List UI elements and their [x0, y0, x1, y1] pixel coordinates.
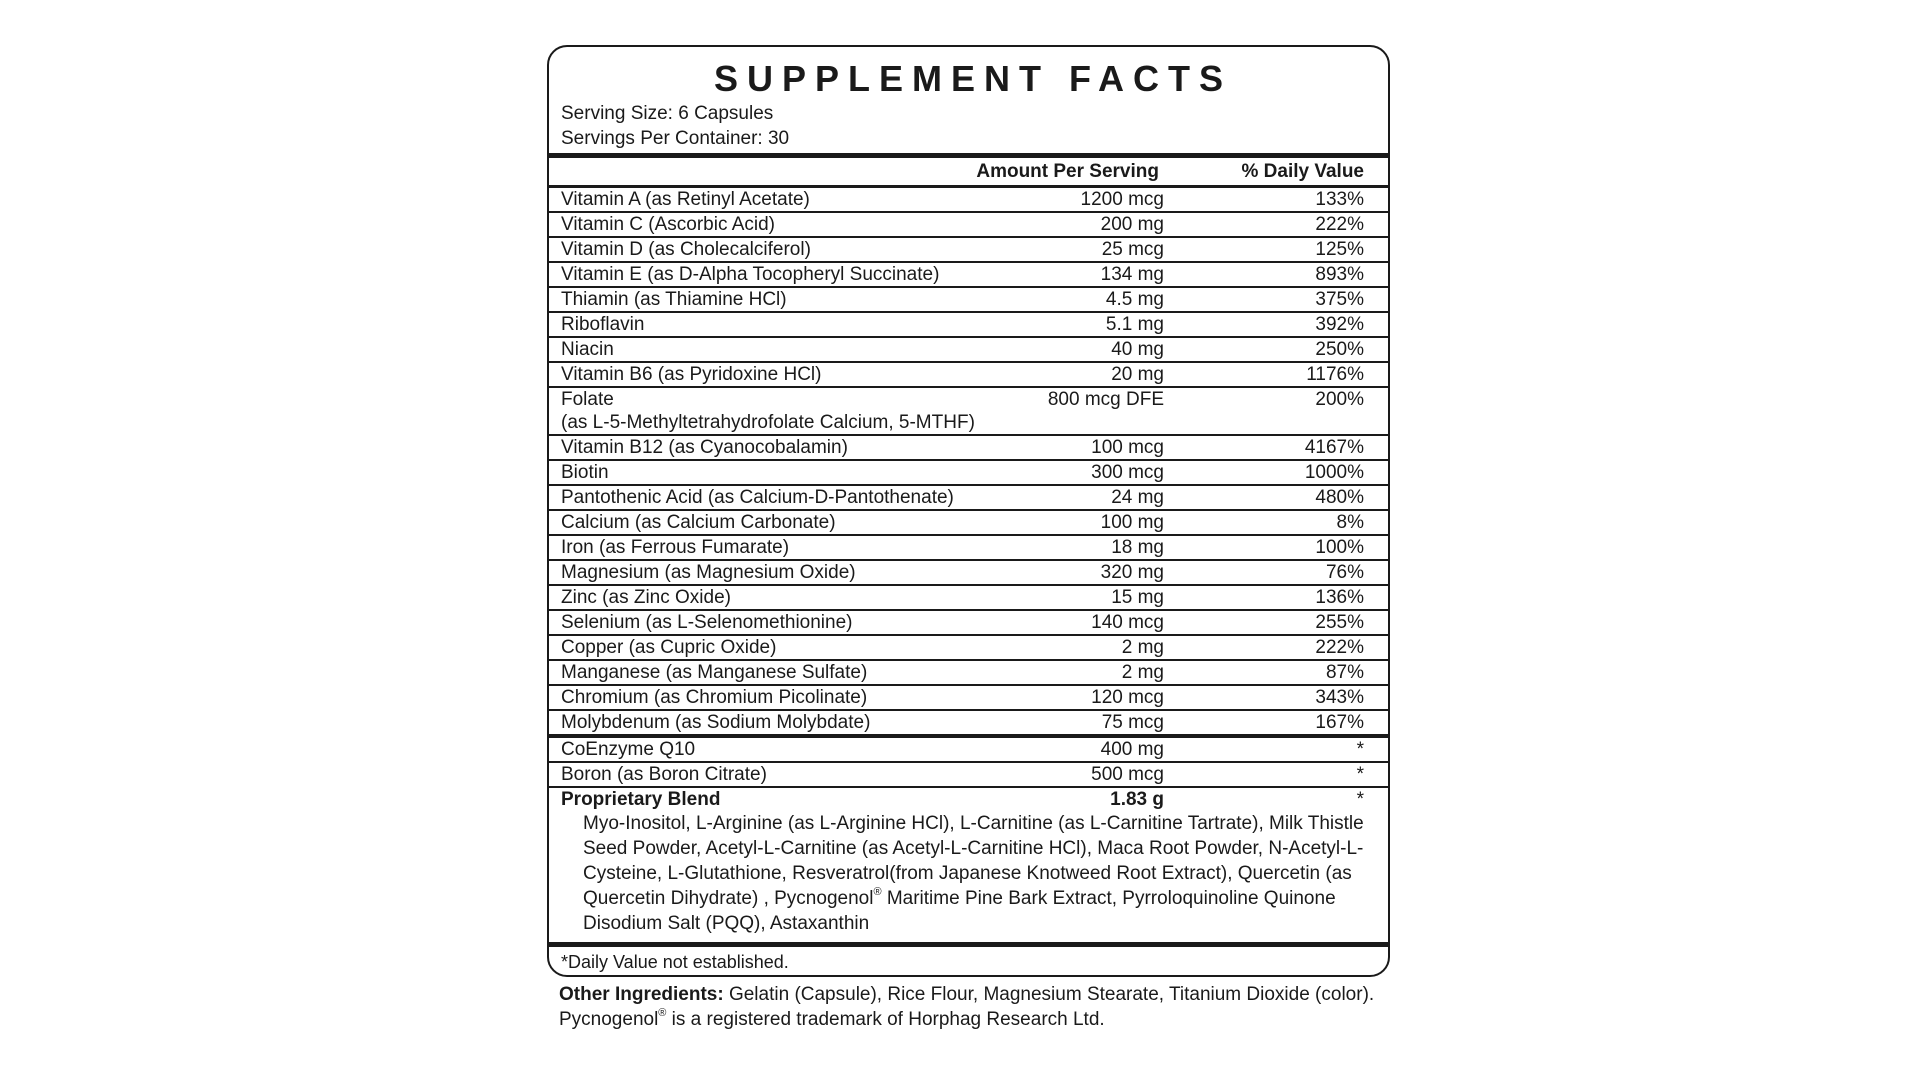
- nutrient-name: [549, 711, 1019, 734]
- nutrient-row: [549, 661, 1388, 686]
- blend-name: Proprietary Blend: [561, 789, 721, 810]
- nutrient-daily-value: 167%: [1315, 712, 1364, 733]
- nutrient-amount: 18 mg: [1111, 537, 1164, 558]
- nutrient-daily-value: 222%: [1315, 637, 1364, 658]
- nutrient-daily-value: 480%: [1315, 487, 1364, 508]
- blend-desc-part1: Myo-Inositol, L-Arginine (as L-Arginine HCl), L-Carnitine (as L-Carnitine Tartrate), Milk Thistle Seed Powder, Acetyl-L-Carnitine (as Acetyl-L-Carnitine HCl), Maca Root Powder, N-Acetyl-L-Cysteine, L-Glutathione, Resveratrol(from Japanese Knotweed Root Extract), Quercetin (as Quercetin Dihydrate) , Pycnogenol: [583, 813, 1364, 909]
- nutrient-name: [549, 363, 1019, 386]
- nutrient-amount: 100 mg: [1100, 512, 1164, 533]
- nutrient-daily-value: 133%: [1315, 189, 1364, 210]
- nutrient-name: [549, 586, 1019, 609]
- nutrient-name-main: Copper (as Cupric Oxide): [561, 637, 777, 658]
- nutrient-list: [549, 188, 1388, 734]
- nutrient-amount: 75 mcg: [1101, 712, 1164, 733]
- nutrient-daily-value: 8%: [1336, 512, 1364, 533]
- nutrient-name-main: Vitamin E (as D-Alpha Tocopheryl Succinate): [561, 264, 940, 285]
- nutrient-amount: 140 mcg: [1091, 612, 1164, 633]
- nutrient-daily-value: 222%: [1315, 214, 1364, 235]
- nutrient-row: [549, 363, 1388, 388]
- nutrient-row: [549, 536, 1388, 561]
- nutrient-amount: 300 mcg: [1091, 462, 1164, 483]
- nutrient-amount: 200 mg: [1100, 214, 1164, 235]
- nutrient-amount: 2 mg: [1121, 662, 1164, 683]
- nutrient-name: [549, 213, 1019, 236]
- blend-dv: *: [1356, 789, 1364, 810]
- nutrient-name: [549, 486, 1019, 509]
- nutrient-row: [549, 461, 1388, 486]
- nutrient-row: [549, 686, 1388, 711]
- nutrient-name-main: Molybdenum (as Sodium Molybdate): [561, 712, 871, 733]
- nutrient-daily-value: 392%: [1315, 314, 1364, 335]
- nutrient-name-main: Zinc (as Zinc Oxide): [561, 587, 731, 608]
- blend-description: [549, 811, 1388, 940]
- other-list: [549, 738, 1388, 788]
- nutrient-daily-value: 100%: [1315, 537, 1364, 558]
- nutrient-amount: 400 mg: [1100, 739, 1164, 760]
- nutrient-name-main: Vitamin D (as Cholecalciferol): [561, 239, 811, 260]
- nutrient-row: [549, 738, 1388, 763]
- nutrient-row: [549, 561, 1388, 586]
- nutrient-name-main: Magnesium (as Magnesium Oxide): [561, 562, 856, 583]
- nutrient-row: [549, 188, 1388, 213]
- supplement-facts-panel: [547, 45, 1390, 977]
- nutrient-amount: 40 mg: [1111, 339, 1164, 360]
- nutrient-name-main: Vitamin A (as Retinyl Acetate): [561, 189, 810, 210]
- nutrient-name-main: Selenium (as L-Selenomethionine): [561, 612, 853, 633]
- nutrient-name: [549, 238, 1019, 261]
- nutrient-amount: 500 mcg: [1091, 764, 1164, 785]
- nutrient-daily-value: *: [1356, 739, 1364, 760]
- panel-title: SUPPLEMENT FACTS: [713, 58, 1233, 99]
- column-header: [549, 158, 1388, 188]
- servings-per-container: Servings Per Container: 30: [561, 128, 790, 149]
- nutrient-name-main: Vitamin B12 (as Cyanocobalamin): [561, 437, 848, 458]
- nutrient-daily-value: 76%: [1325, 562, 1364, 583]
- nutrient-row: [549, 511, 1388, 536]
- nutrient-name-main: CoEnzyme Q10: [561, 739, 696, 760]
- nutrient-name-main: Thiamin (as Thiamine HCl): [561, 289, 787, 310]
- nutrient-amount: 100 mcg: [1091, 437, 1164, 458]
- daily-value-header: % Daily Value: [1241, 160, 1364, 182]
- nutrient-name-main: Pantothenic Acid (as Calcium-D-Pantothenate): [561, 487, 954, 508]
- nutrient-name: [549, 536, 1019, 559]
- nutrient-row: [549, 436, 1388, 461]
- nutrient-amount: 5.1 mg: [1105, 314, 1164, 335]
- nutrient-daily-value: 200%: [1315, 389, 1364, 410]
- nutrient-name: [549, 388, 1019, 434]
- nutrient-name: [549, 661, 1019, 684]
- other-ingredients: [559, 982, 1399, 1032]
- nutrient-row: [549, 263, 1388, 288]
- footnote: *Daily Value not established.: [561, 952, 789, 972]
- trademark-prefix: Pycnogenol: [559, 1009, 659, 1030]
- trademark-line: [559, 1007, 1399, 1032]
- nutrient-amount: 15 mg: [1111, 587, 1164, 608]
- nutrient-name-main: Chromium (as Chromium Picolinate): [561, 687, 868, 708]
- nutrient-name: [549, 188, 1019, 211]
- nutrient-name: [549, 763, 1019, 786]
- other-ingredients-label: Other Ingredients:: [559, 984, 724, 1005]
- nutrient-daily-value: 4167%: [1304, 437, 1364, 458]
- nutrient-name-main: Riboflavin: [561, 314, 645, 335]
- nutrient-name: [549, 338, 1019, 361]
- nutrient-name-main: Manganese (as Manganese Sulfate): [561, 662, 868, 683]
- nutrient-daily-value: *: [1356, 764, 1364, 785]
- nutrient-row: [549, 338, 1388, 363]
- nutrient-row: [549, 636, 1388, 661]
- nutrient-amount: 2 mg: [1121, 637, 1164, 658]
- nutrient-daily-value: 343%: [1315, 687, 1364, 708]
- nutrient-amount: 134 mg: [1100, 264, 1164, 285]
- nutrient-amount: 800 mcg DFE: [1047, 389, 1164, 410]
- nutrient-amount: 320 mg: [1100, 562, 1164, 583]
- nutrient-row: [549, 388, 1388, 436]
- blend-row: [549, 788, 1388, 811]
- nutrient-row: [549, 313, 1388, 338]
- serving-size: Serving Size: 6 Capsules: [561, 103, 774, 124]
- nutrient-amount: 1200 mcg: [1080, 189, 1164, 210]
- trademark-text: is a registered trademark of Horphag Research Ltd.: [666, 1009, 1105, 1030]
- nutrient-name: [549, 511, 1019, 534]
- nutrient-amount: 120 mcg: [1091, 687, 1164, 708]
- nutrient-name: [549, 263, 1019, 286]
- nutrient-name: [549, 611, 1019, 634]
- nutrient-name-main: Vitamin C (Ascorbic Acid): [561, 214, 775, 235]
- nutrient-daily-value: 893%: [1315, 264, 1364, 285]
- nutrient-daily-value: 250%: [1315, 339, 1364, 360]
- nutrient-name: [549, 561, 1019, 584]
- nutrient-row: [549, 586, 1388, 611]
- nutrient-amount: 20 mg: [1111, 364, 1164, 385]
- nutrient-name-main: Iron (as Ferrous Fumarate): [561, 537, 790, 558]
- nutrient-name: [549, 288, 1019, 311]
- nutrient-daily-value: 87%: [1325, 662, 1364, 683]
- nutrient-row: [549, 486, 1388, 511]
- nutrient-name: [549, 686, 1019, 709]
- nutrient-row: [549, 288, 1388, 313]
- nutrient-daily-value: 136%: [1315, 587, 1364, 608]
- nutrient-name-main: Folate: [561, 389, 614, 410]
- nutrient-row: [549, 238, 1388, 263]
- nutrient-name: [549, 461, 1019, 484]
- nutrient-name-main: Calcium (as Calcium Carbonate): [561, 512, 836, 533]
- nutrient-daily-value: 125%: [1315, 239, 1364, 260]
- nutrient-name: [549, 738, 1019, 761]
- blend-amount: 1.83 g: [1110, 789, 1164, 810]
- amount-header: Amount Per Serving: [976, 160, 1159, 182]
- nutrient-row: [549, 711, 1388, 734]
- nutrient-name: [549, 436, 1019, 459]
- registered-mark: ®: [873, 886, 882, 898]
- nutrient-amount: 25 mcg: [1101, 239, 1164, 260]
- nutrient-row: [549, 763, 1388, 788]
- blend-desc-part2: Maritime Pine Bark Extract, Pyrroloquinoline Quinone Disodium Salt (PQQ), Astaxanthin: [583, 888, 1336, 934]
- nutrient-name-main: Niacin: [561, 339, 614, 360]
- nutrient-name-main: Boron (as Boron Citrate): [561, 764, 767, 785]
- nutrient-name-sub: (as L-5-Methyltetrahydrofolate Calcium, 5-MTHF): [561, 412, 975, 433]
- nutrient-name-main: Biotin: [561, 462, 609, 483]
- nutrient-daily-value: 1000%: [1304, 462, 1364, 483]
- nutrient-amount: 24 mg: [1111, 487, 1164, 508]
- other-ingredients-line: [559, 982, 1399, 1007]
- nutrient-daily-value: 1176%: [1306, 364, 1364, 385]
- trademark-mark: ®: [658, 1007, 667, 1019]
- nutrient-daily-value: 255%: [1315, 612, 1364, 633]
- nutrient-daily-value: 375%: [1315, 289, 1364, 310]
- nutrient-name: [549, 636, 1019, 659]
- nutrient-row: [549, 611, 1388, 636]
- nutrient-amount: 4.5 mg: [1105, 289, 1164, 310]
- nutrient-name: [549, 313, 1019, 336]
- nutrient-row: [549, 213, 1388, 238]
- nutrient-name-main: Vitamin B6 (as Pyridoxine HCl): [561, 364, 822, 385]
- other-ingredients-text: Gelatin (Capsule), Rice Flour, Magnesium Stearate, Titanium Dioxide (color).: [723, 984, 1375, 1005]
